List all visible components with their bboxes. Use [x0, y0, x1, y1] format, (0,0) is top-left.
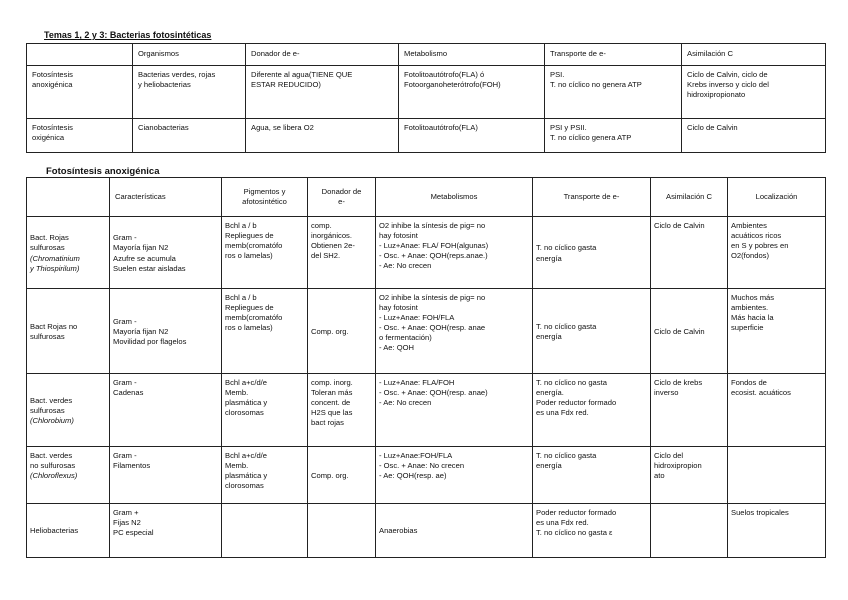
table-cell — [110, 217, 222, 289]
table-cell — [651, 447, 728, 504]
text-line: Agua, se libera O2 — [251, 123, 314, 132]
table-cell — [222, 289, 308, 374]
text-line: energía — [536, 461, 562, 471]
text-line: Repliegues de — [225, 303, 274, 313]
header-cell — [110, 178, 222, 217]
header-cell — [308, 178, 376, 217]
table-cell — [376, 504, 533, 558]
text-line: Transporte de e- — [563, 191, 620, 201]
text-line: T. no cíclico gasta — [536, 243, 597, 253]
text-line: T. no cíclico gasta — [536, 451, 597, 460]
text-line: Bact. verdes — [30, 451, 73, 460]
bacteria-genus — [30, 416, 106, 426]
text-line: - Ae: No crecen — [379, 261, 432, 271]
text-line: Ciclo de Calvin — [654, 326, 705, 336]
text-line: Krebs inverso y ciclo del — [687, 80, 769, 90]
text-line: ESTAR REDUCIDO) — [251, 80, 321, 90]
text-line: Fijas N2 — [113, 518, 141, 528]
header-cell — [651, 178, 728, 217]
table-cell — [222, 504, 308, 558]
table-cell — [376, 217, 533, 289]
table-cell — [246, 119, 399, 153]
text-line: Bchl a / b — [225, 221, 257, 230]
table-row — [27, 289, 826, 374]
table-cell — [376, 374, 533, 447]
text-line: Azufre se acumula — [113, 253, 176, 263]
section-title-temas: Temas 1, 2 y 3: Bacterias fotosintéticas — [44, 30, 212, 40]
text-line: clorosomas — [225, 481, 264, 491]
text-line: Bchl a+c/d/e — [225, 451, 268, 460]
text-line: hay fotosint — [379, 303, 418, 313]
text-line: Anaerobias — [379, 526, 418, 536]
table-cell — [110, 289, 222, 374]
bacteria-name — [30, 233, 106, 253]
table-row — [27, 504, 826, 558]
text-line: - Luz+Anae: FLA/ FOH(algunas) — [379, 241, 489, 251]
text-line: Ciclo de krebs — [654, 378, 703, 387]
table-cell — [399, 66, 545, 119]
header-cell: Metabolismo — [399, 44, 545, 66]
table-cell — [545, 119, 682, 153]
text-line: Características — [115, 191, 166, 201]
text-line: Fotolitoautótrofo(FLA) — [404, 123, 478, 132]
text-line: no sulfurosas — [30, 461, 76, 471]
text-line: Poder reductor formado — [536, 398, 617, 408]
text-line: Ciclo del — [654, 451, 684, 460]
text-line: PSI y PSII. — [550, 123, 587, 132]
text-line: Memb. — [225, 388, 249, 398]
bacteria-name — [30, 526, 106, 536]
text-line: T. no cíclico gasta — [536, 321, 597, 331]
text-line: T. no cíclico genera ATP — [550, 133, 632, 143]
text-line: Suelen estar aisladas — [113, 263, 186, 273]
text-line: inorgánicos. — [311, 231, 352, 241]
text-line: Mayoría fijan N2 — [113, 243, 169, 253]
text-line: afotosintético — [242, 197, 287, 206]
table-cell — [533, 374, 651, 447]
text-line: y heliobacterias — [138, 80, 191, 90]
table-cell — [308, 217, 376, 289]
table-cell — [222, 217, 308, 289]
table-cell — [728, 504, 826, 558]
header-cell: Donador de e- — [246, 44, 399, 66]
section-title-anoxigenica: Fotosíntesis anoxigénica — [46, 166, 160, 177]
bacteria-name-cell — [27, 289, 110, 374]
text-line: es una Fdx red. — [536, 408, 589, 418]
text-line: Fotosíntesis — [32, 123, 73, 132]
text-line: Fotolitoautótrofo(FLA) ó — [404, 70, 485, 79]
text-line: memb(cromatófo — [225, 241, 283, 251]
bacteria-name-cell — [27, 374, 110, 447]
text-line: Asimilación C — [666, 191, 712, 201]
table-cell — [222, 374, 308, 447]
text-line: (Chlorobium) — [30, 416, 74, 425]
table-cell — [728, 217, 826, 289]
text-line: (Chloroflexus) — [30, 471, 78, 481]
text-line: hidroxipropionato — [687, 90, 746, 100]
text-line: sulfurosas — [30, 405, 65, 415]
text-line: O2(fondos) — [731, 251, 769, 261]
text-line: Bacterias verdes, rojas — [138, 70, 216, 79]
bacteria-genus — [30, 471, 106, 481]
text-line: Memb. — [225, 461, 249, 471]
header-cell: Transporte de e- — [545, 44, 682, 66]
text-line: Pigmentos y — [243, 186, 286, 196]
table-header-row — [27, 178, 826, 217]
text-line: - Osc. + Anae: QOH(resp. anae — [379, 323, 486, 333]
text-line: ros o lamelas) — [225, 323, 273, 333]
table-cell — [651, 289, 728, 374]
table-row — [27, 374, 826, 447]
text-line: del SH2. — [311, 251, 341, 261]
text-line: comp. inorg. — [311, 378, 353, 387]
text-line: - Ae: QOH — [379, 343, 415, 353]
table-cell — [533, 504, 651, 558]
bacteria-name — [30, 396, 106, 416]
table-cell — [545, 66, 682, 119]
text-line: - Osc. + Anae: QOH(reps.anae.) — [379, 251, 488, 261]
table-cell — [533, 289, 651, 374]
text-line: - Ae: No crecen — [379, 398, 432, 408]
text-line: memb(cromatófo — [225, 313, 283, 323]
text-line: concent. de — [311, 398, 351, 408]
text-line: energía. — [536, 388, 564, 398]
text-line: Cadenas — [113, 388, 144, 398]
table-cell — [651, 504, 728, 558]
text-line: Bact. Rojas — [30, 233, 69, 243]
text-line: inverso — [654, 388, 679, 398]
table-cell — [399, 119, 545, 153]
text-line: (Chromatinium — [30, 253, 80, 263]
text-line: y Thiospirilum) — [30, 263, 80, 273]
text-line: O2 inhibe la síntesis de pig= no — [379, 293, 486, 302]
text-line: - Luz+Anae:FOH/FLA — [379, 451, 453, 460]
text-line: Metabolismos — [430, 191, 478, 201]
text-line: energía — [536, 332, 562, 341]
text-line: Obtienen 2e- — [311, 241, 355, 251]
table-cell — [308, 504, 376, 558]
text-line: Bchl a / b — [225, 293, 257, 302]
text-line: superficie — [731, 323, 764, 333]
table-cell — [308, 447, 376, 504]
text-line: bact rojas — [311, 418, 344, 428]
table-header-row — [27, 44, 826, 66]
text-line: sulfurosas — [30, 243, 65, 253]
text-line: energía — [536, 253, 562, 263]
bacteria-name — [30, 322, 106, 342]
text-line: clorosomas — [225, 408, 264, 418]
text-line: Diferente al agua(TIENE QUE — [251, 70, 353, 79]
text-line: Cianobacterias — [138, 123, 189, 132]
text-line: Mayoría fijan N2 — [113, 326, 169, 336]
table-cell — [651, 217, 728, 289]
text-line: Ambientes — [731, 221, 767, 230]
bacteria-name — [30, 451, 106, 471]
table-photosynthesis-types — [26, 43, 826, 153]
text-line: Localización — [755, 191, 798, 201]
text-line: en S y pobres en — [731, 241, 789, 251]
table-cell — [376, 447, 533, 504]
text-line: anoxigénica — [32, 80, 73, 90]
table-cell — [110, 374, 222, 447]
table-cell — [682, 66, 826, 119]
text-line: PSI. — [550, 70, 565, 79]
text-line: Donador de — [321, 186, 362, 196]
text-line: - Osc. + Anae: No crecen — [379, 461, 465, 471]
text-line: - Ae: QOH(resp. ae) — [379, 471, 447, 481]
text-line: Bact. verdes — [30, 395, 73, 405]
text-line: Ciclo de Calvin — [654, 221, 705, 230]
text-line: Filamentos — [113, 461, 151, 471]
text-line: Ciclo de Calvin — [687, 123, 738, 132]
text-line: Fotosíntesis — [32, 70, 73, 79]
text-line: T. no cíclico no genera ATP — [550, 80, 642, 90]
table-cell — [533, 217, 651, 289]
text-line: Bchl a+c/d/e — [225, 378, 268, 387]
bacteria-name-cell — [27, 504, 110, 558]
text-line: ato — [654, 471, 665, 481]
header-cell — [376, 178, 533, 217]
table-cell — [27, 119, 133, 153]
table-cell — [728, 374, 826, 447]
text-line: Gram - — [113, 451, 137, 460]
bacteria-genus — [30, 254, 106, 274]
text-line: plasmática y — [225, 471, 268, 481]
table-cell — [222, 447, 308, 504]
table-cell — [110, 447, 222, 504]
table-cell — [682, 119, 826, 153]
text-line: Comp. org. — [311, 470, 349, 480]
text-line: Ciclo de Calvin, ciclo de — [687, 70, 768, 79]
table-cell — [651, 374, 728, 447]
header-cell — [728, 178, 826, 217]
text-line: Gram - — [113, 378, 137, 387]
text-line: oxigénica — [32, 133, 65, 143]
text-line: Fondos de — [731, 378, 767, 387]
text-line: PC especial — [113, 528, 154, 538]
text-line: sulfurosas — [30, 332, 65, 341]
text-line: Gram - — [113, 316, 137, 326]
table-row — [27, 66, 826, 119]
table-cell — [308, 289, 376, 374]
text-line: O2 inhibe la síntesis de pig= no — [379, 221, 486, 230]
bacteria-name-cell — [27, 217, 110, 289]
header-cell — [27, 44, 133, 66]
text-line: hay fotosint — [379, 231, 418, 241]
table-cell — [728, 447, 826, 504]
header-cell: Asimilación C — [682, 44, 826, 66]
text-line: comp. — [311, 221, 332, 230]
text-line: Más hacia la — [731, 313, 774, 323]
text-line: - Luz+Anae: FOH/FLA — [379, 313, 455, 323]
table-row — [27, 447, 826, 504]
text-line: hidroxipropion — [654, 461, 702, 471]
text-line: T. no cíclico no gasta — [536, 378, 607, 387]
text-line: o fermentación) — [379, 333, 432, 343]
text-line: Comp. org. — [311, 326, 349, 336]
text-line: Gram + — [113, 508, 139, 517]
table-cell — [133, 66, 246, 119]
text-line: Toleran más — [311, 388, 353, 398]
text-line: acuáticos ricos — [731, 231, 782, 241]
text-line: Movilidad por flagelos — [113, 337, 187, 346]
table-row — [27, 217, 826, 289]
table-cell — [728, 289, 826, 374]
text-line: ros o lamelas) — [225, 251, 273, 261]
table-cell — [110, 504, 222, 558]
text-line: Heliobacterias — [30, 526, 79, 536]
text-line: Repliegues de — [225, 231, 274, 241]
table-cell — [376, 289, 533, 374]
text-line: T. no cíclico no gasta ε — [536, 528, 613, 538]
header-cell — [533, 178, 651, 217]
table-cell — [533, 447, 651, 504]
text-line: Fotoorganoheterótrofo(FOH) — [404, 80, 501, 90]
text-line: Bact Rojas no — [30, 321, 78, 331]
table-cell — [27, 66, 133, 119]
text-line: H2S que las — [311, 408, 353, 418]
table-row — [27, 119, 826, 153]
text-line: Suelos tropicales — [731, 508, 789, 517]
text-line: - Luz+Anae: FLA/FOH — [379, 378, 455, 387]
header-cell — [222, 178, 308, 217]
text-line: Gram - — [113, 233, 137, 243]
text-line: ambientes. — [731, 303, 769, 313]
header-cell — [27, 178, 110, 217]
text-line: Poder reductor formado — [536, 508, 617, 517]
text-line: ecosist. acuáticos — [731, 388, 791, 398]
header-cell: Organismos — [133, 44, 246, 66]
text-line: e- — [338, 197, 345, 206]
bacteria-name-cell — [27, 447, 110, 504]
text-line: es una Fdx red. — [536, 518, 589, 528]
table-cell — [133, 119, 246, 153]
table-cell — [246, 66, 399, 119]
table-cell — [308, 374, 376, 447]
text-line: plasmática y — [225, 398, 268, 408]
table-anoxygenic-bacteria — [26, 177, 826, 558]
text-line: Muchos más — [731, 293, 775, 302]
text-line: - Osc. + Anae: QOH(resp. anae) — [379, 388, 488, 398]
